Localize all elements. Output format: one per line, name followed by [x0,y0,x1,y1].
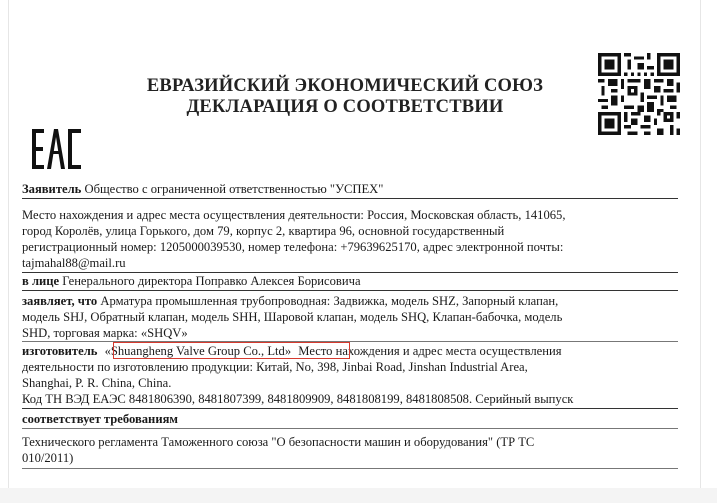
applicant-name: Общество с ограниченной ответственностью "УСПЕХ" [84,182,384,196]
manufacturer-line-2: деятельности по изготовлению продукции: Китай, No, 398, Jinbai Road, Jinshan Industrial Area, [22,360,528,374]
hs-codes-line: Код ТН ВЭД ЕАЭС 8481806390, 8481807399, 8481809909, 8481808199, 8481808508. Серийный выпуск [22,392,574,406]
declares-line-3: SHD, торговая марка: «SHQV» [22,326,188,340]
person-line [22,273,678,289]
declares-line-1 [22,293,678,309]
manufacturer-label: изготовитель [22,344,98,358]
applicant-line [22,181,678,197]
person-label: в лице [22,274,60,288]
applicant-address-line-3: регистрационный номер: 1205000039530, номер телефона: +79639625170, адрес электронной почты: [22,240,564,254]
declares-label: заявляет, что [22,294,98,308]
applicant-address-line-1: Место нахождения и адрес места осуществления деятельности: Россия, Московская область, 141065, [22,208,566,222]
requirements-label: соответствует требованиям [22,412,178,426]
requirements-line-1: Технического регламента Таможенного союза "О безопасности машин и оборудования" (ТР ТС [22,435,535,449]
applicant-email: tajmahal88@mail.ru [22,256,126,270]
person-text: Генерального директора Поправко Алексея Борисовича [62,274,361,288]
page-edge-left [8,0,9,503]
divider [22,408,678,409]
qr-code-icon [598,53,680,135]
header-title-line1: ЕВРАЗИЙСКИЙ ЭКОНОМИЧЕСКИЙ СОЮЗ [146,76,544,96]
requirements-line-2: 010/2011) [22,451,74,465]
header-title-line2: ДЕКЛАРАЦИЯ О СООТВЕТСТВИИ [186,97,504,117]
eac-mark-icon [30,126,84,172]
scan-bottom-edge [0,488,717,503]
divider [22,468,678,469]
manufacturer-name: «Shuangheng Valve Group Co., Ltd» [104,344,292,358]
applicant-label: Заявитель [22,182,82,196]
applicant-address-line-2: город Королёв, улица Горького, дом 79, корпус 2, квартира 96, основной государственный [22,224,505,238]
divider [22,428,678,429]
manufacturer-address-start: Место нахождения и адрес места осуществления [298,344,562,358]
divider [22,290,678,291]
manufacturer-highlight-box [113,342,350,359]
declares-line-2: модель SHJ, Обратный клапан, модель SHH, Шаровой клапан, модель SHQ, Клапан-бабочка, модель [22,310,563,324]
declares-text: Арматура промышленная трубопроводная: Задвижка, модель SHZ, Запорный клапан, [100,294,559,308]
manufacturer-line-3: Shanghai, P. R. China, China. [22,376,172,390]
page-edge-right [700,0,701,503]
divider [22,198,678,199]
